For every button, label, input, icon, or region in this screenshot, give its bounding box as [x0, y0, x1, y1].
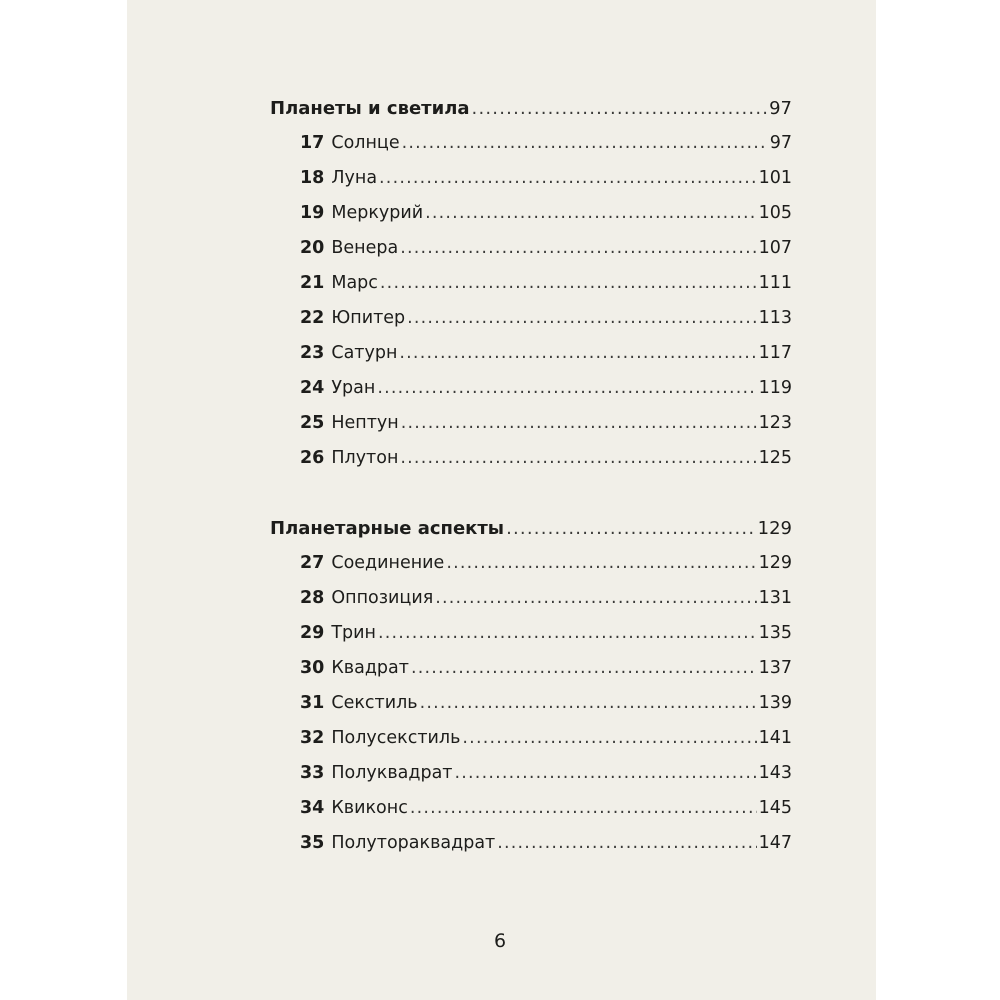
toc-page-number: 129 [758, 553, 792, 573]
toc-entry[interactable] [270, 616, 792, 651]
toc-entry[interactable] [270, 371, 792, 406]
dot-leader [380, 266, 757, 301]
toc-page-number: 125 [758, 448, 792, 468]
dot-leader [402, 126, 768, 161]
toc-entry-title: Сатурн [331, 343, 398, 363]
toc-page-number: 141 [758, 728, 792, 748]
toc-entry[interactable] [270, 301, 792, 336]
toc-entry-title: Квадрат [331, 658, 409, 678]
toc-entry-number: 35 [300, 833, 325, 853]
toc-entry-number: 19 [300, 203, 325, 223]
toc-entry-number: 20 [300, 238, 325, 258]
toc-page-number: 131 [758, 588, 792, 608]
toc-entry-number: 24 [300, 378, 325, 398]
toc-entry-number: 31 [300, 693, 325, 713]
toc-entry-title: Полутораквадрат [331, 833, 496, 853]
toc-page-number: 117 [758, 343, 792, 363]
toc-entry[interactable] [270, 721, 792, 756]
toc-entry-number: 25 [300, 413, 325, 433]
toc-entry-title: Венера [331, 238, 399, 258]
toc-entry[interactable] [270, 686, 792, 721]
dot-leader [497, 826, 756, 861]
toc-entry[interactable] [270, 196, 792, 231]
toc-entry[interactable] [270, 406, 792, 441]
toc-page-number: 97 [769, 98, 792, 119]
toc-page-number: 147 [758, 833, 792, 853]
toc-entry-title: Нептун [331, 413, 399, 433]
toc-page-number: 135 [758, 623, 792, 643]
toc-section-heading[interactable] [270, 511, 792, 546]
toc-entry-title: Оппозиция [331, 588, 434, 608]
toc-page-number: 119 [758, 378, 792, 398]
dot-leader [420, 686, 757, 721]
toc-section-aspects [270, 511, 792, 861]
toc-page-number: 111 [758, 273, 792, 293]
toc-entry[interactable] [270, 756, 792, 791]
toc-page-number: 101 [758, 168, 792, 188]
toc-page-number: 129 [757, 518, 792, 539]
toc-entry-title: Солнце [331, 133, 400, 153]
toc-entry-title: Меркурий [331, 203, 424, 223]
toc-page-number: 143 [758, 763, 792, 783]
dot-leader [399, 336, 756, 371]
toc-page-number: 137 [758, 658, 792, 678]
toc-page-number: 113 [758, 308, 792, 328]
dot-leader [435, 581, 756, 616]
toc-entry-title: Соединение [331, 553, 445, 573]
toc-entry-title: Марс [331, 273, 378, 293]
toc-page-number: 97 [769, 133, 792, 153]
dot-leader [407, 301, 756, 336]
toc-entry[interactable] [270, 581, 792, 616]
toc-entry-title: Плутон [331, 448, 399, 468]
toc-page-number: 107 [758, 238, 792, 258]
dot-leader [506, 511, 756, 546]
dot-leader [378, 616, 757, 651]
toc-entry-title: Уран [331, 378, 376, 398]
toc-entry-number: 21 [300, 273, 325, 293]
toc-entry-number: 17 [300, 133, 325, 153]
toc-entry-number: 29 [300, 623, 325, 643]
toc-entry-number: 22 [300, 308, 325, 328]
toc-page-number: 145 [758, 798, 792, 818]
toc-entry-title: Полусекстиль [331, 728, 461, 748]
dot-leader [455, 756, 757, 791]
dot-leader [400, 441, 756, 476]
toc-page-number: 139 [758, 693, 792, 713]
toc-section-planets [270, 91, 792, 476]
toc-entry-number: 30 [300, 658, 325, 678]
dot-leader [401, 406, 757, 441]
toc-section-title: Планеты и светила [270, 98, 470, 119]
dot-leader [425, 196, 756, 231]
toc-entry-number: 27 [300, 553, 325, 573]
toc-entry[interactable] [270, 161, 792, 196]
toc-entry-title: Секстиль [331, 693, 418, 713]
toc-entry-number: 28 [300, 588, 325, 608]
toc-entry[interactable] [270, 791, 792, 826]
toc-entry[interactable] [270, 441, 792, 476]
toc-entry[interactable] [270, 651, 792, 686]
toc-page-number: 123 [758, 413, 792, 433]
toc-entry-title: Трин [331, 623, 376, 643]
dot-leader [410, 791, 757, 826]
toc-entry-title: Полуквадрат [331, 763, 453, 783]
toc-entry[interactable] [270, 266, 792, 301]
toc-entry-title: Юпитер [331, 308, 406, 328]
toc-entry-title: Луна [331, 168, 378, 188]
page-number: 6 [493, 930, 507, 952]
dot-leader [462, 721, 756, 756]
toc-entry[interactable] [270, 336, 792, 371]
toc-entry-number: 23 [300, 343, 325, 363]
toc-entry-number: 18 [300, 168, 325, 188]
toc-entry[interactable] [270, 546, 792, 581]
dot-leader [377, 371, 756, 406]
dot-leader [400, 231, 756, 266]
toc-entry-number: 26 [300, 448, 325, 468]
toc-entry-number: 33 [300, 763, 325, 783]
dot-leader [472, 91, 768, 126]
dot-leader [411, 651, 757, 686]
toc-entry[interactable] [270, 231, 792, 266]
dot-leader [379, 161, 757, 196]
toc-page-number: 105 [758, 203, 792, 223]
toc-entry[interactable] [270, 126, 792, 161]
toc-entry-number: 34 [300, 798, 325, 818]
dot-leader [446, 546, 756, 581]
toc-entry-title: Квиконс [331, 798, 408, 818]
toc-section-heading[interactable] [270, 91, 792, 126]
toc-entry[interactable] [270, 826, 792, 861]
toc-entry-number: 32 [300, 728, 325, 748]
toc-section-title: Планетарные аспекты [270, 518, 505, 539]
